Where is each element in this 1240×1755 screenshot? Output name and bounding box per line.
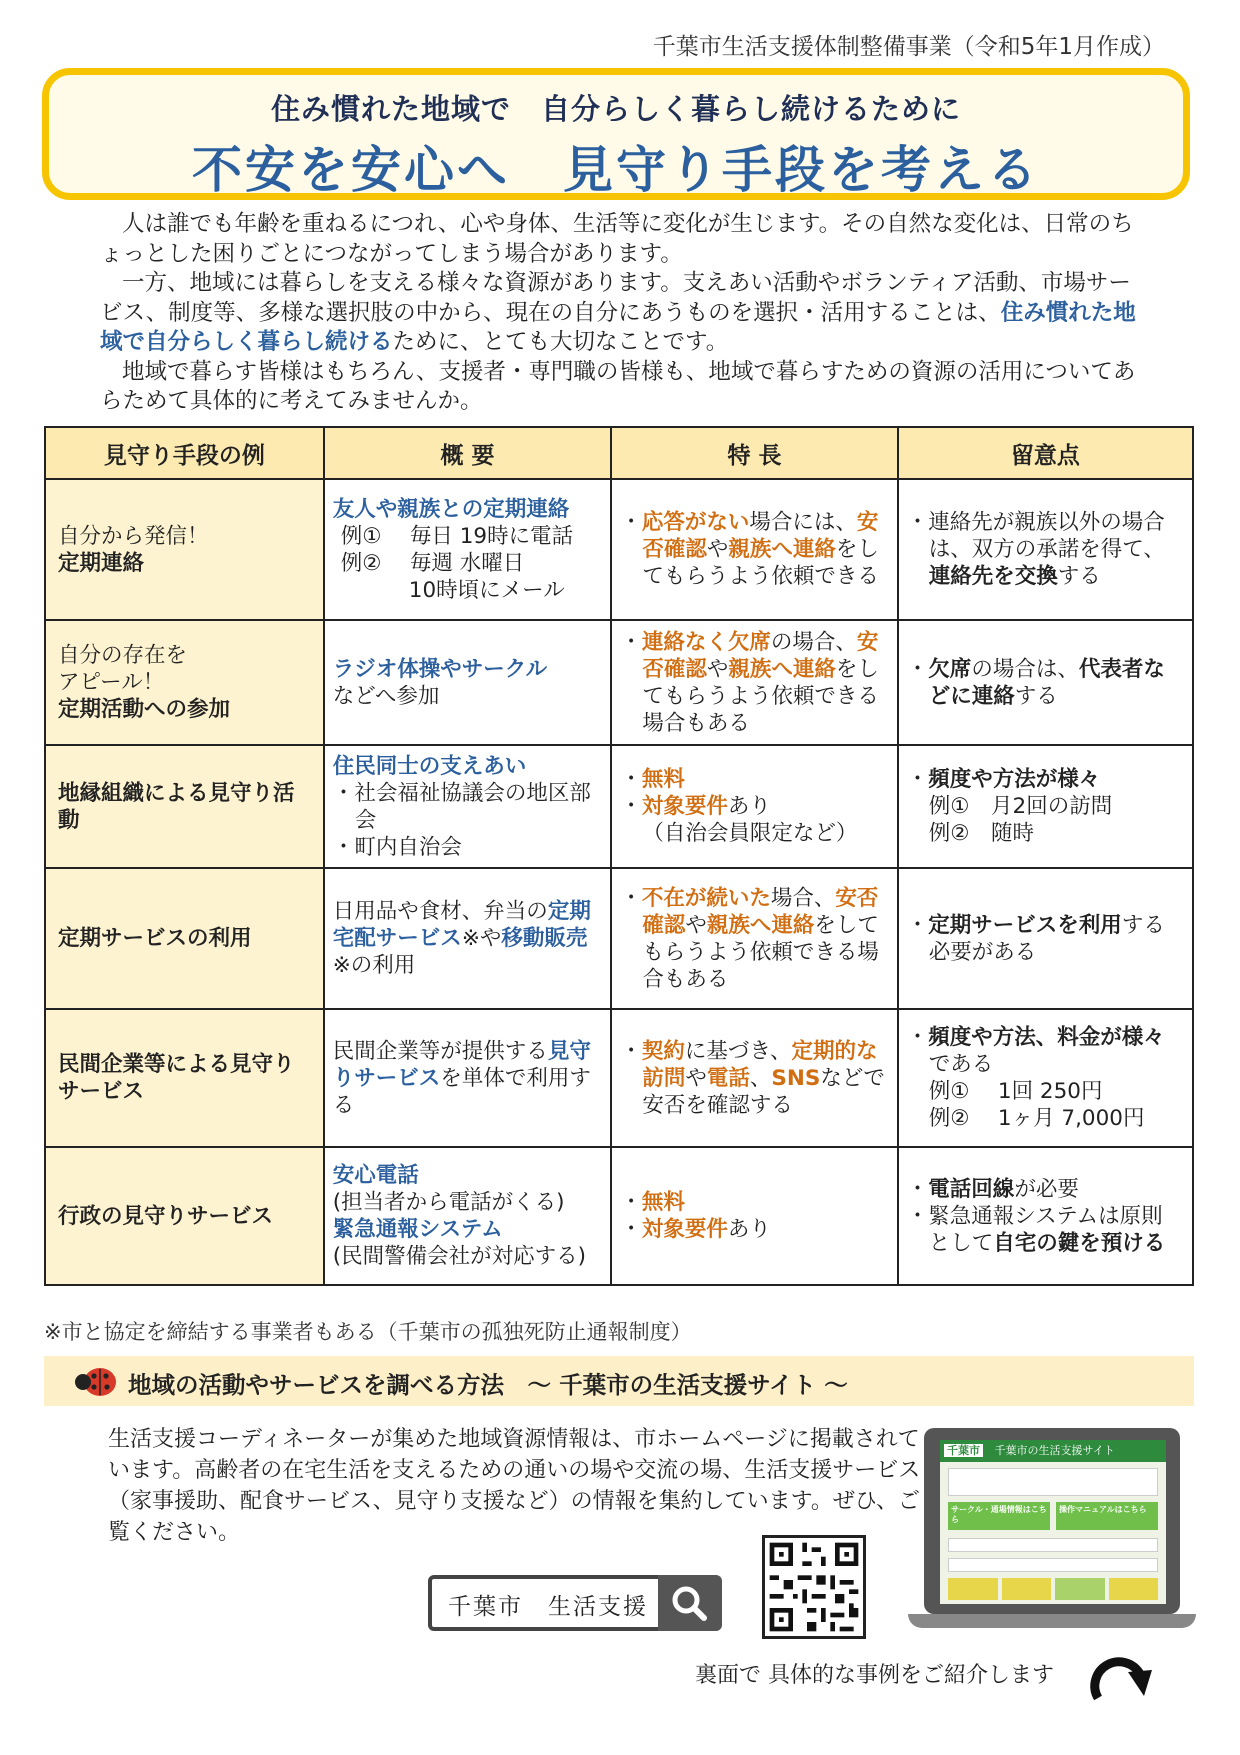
site-tile	[1055, 1578, 1105, 1600]
feature-text: や	[706, 656, 729, 682]
site-bar	[948, 1538, 1158, 1552]
note-item: ・欠席の場合は、代表者などに連絡する	[906, 656, 1165, 709]
note-example: 例② 随時	[928, 821, 1035, 846]
intro-p2-a: 一方、地域には暮らしを支える様々な資源があります。支えあい活動やボランティア活動、市場サービス、制度等、多様な選択肢の中から、現在の自分にあうものを選択・活用することは、	[100, 270, 1131, 326]
search-text: 千葉市 生活支援	[448, 1594, 648, 1620]
site-tile	[1002, 1578, 1052, 1600]
feature-emph: 親族へ連絡	[728, 537, 836, 562]
table-row	[45, 745, 1193, 868]
overview-text: ※や	[461, 926, 502, 951]
feature-text: をしてもらうよう依頼できる場合もある	[642, 656, 879, 736]
overview-text: 社会福祉協議会の地区部会	[354, 780, 591, 833]
note-cell	[898, 1147, 1193, 1285]
note-emph: 頻度や方法が様々	[928, 767, 1101, 792]
table-row	[45, 1009, 1193, 1147]
feature-cell	[611, 1147, 897, 1285]
note-cell	[898, 479, 1193, 620]
overview-cell	[324, 1147, 612, 1285]
qr-code	[762, 1535, 866, 1639]
feature-item: ・連絡なく欠席の場合、安否確認や親族へ連絡をしてもらうよう依頼できる場合もある	[620, 629, 879, 736]
site-buttons	[948, 1502, 1158, 1530]
note-emph: 代表者などに連絡	[928, 656, 1165, 709]
footnote: ※市と協定を締結する事業者もある（千葉市の孤独死防止通報制度）	[44, 1320, 692, 1344]
feature-cell	[611, 1009, 897, 1147]
turn-page-arrow-icon	[1088, 1652, 1158, 1710]
note-emph: 定期サービスを利用	[928, 912, 1122, 938]
overview-text: ※の利用	[332, 953, 416, 978]
feature-text: あり	[727, 1217, 771, 1242]
table-row	[45, 479, 1193, 620]
feature-emph: 安否確認	[642, 885, 879, 938]
feature-emph: 無料	[641, 1190, 685, 1215]
note-emph: 自宅の鍵を預ける	[993, 1230, 1166, 1256]
note-cell	[898, 1009, 1193, 1147]
overview-example: 例② 毎週 水曜日	[340, 550, 525, 576]
site-bar	[948, 1558, 1158, 1572]
feature-emph: 対象要件	[641, 1217, 728, 1242]
site-tile	[1109, 1578, 1159, 1600]
feature-emph: 定期的な訪問	[642, 1038, 878, 1091]
bottom-note: 裏面で 具体的な事例をご紹介します	[695, 1663, 1054, 1688]
title-sub: 住み慣れた地域で 自分らしく暮らし続けるために	[270, 92, 961, 126]
method-sub: 自分の存在を	[58, 643, 188, 668]
table-header: 概 要	[324, 427, 612, 479]
method-sub: 自分から発信！	[58, 523, 209, 549]
search-icon	[658, 1575, 722, 1631]
method-cell	[45, 868, 324, 1009]
feature-emph: 不在が続いた	[641, 885, 771, 911]
search-button[interactable]	[658, 1575, 722, 1631]
note-item: ・定期サービスを利用する必要がある	[906, 912, 1165, 965]
table-header-row	[45, 427, 1193, 479]
method-name: 地縁組織による見守り活動	[58, 780, 295, 833]
feature-item: ・不在が続いた場合、安否確認や親族へ連絡をしてもらうよう依頼できる場合もある	[620, 885, 879, 992]
overview-text: 町内自治会	[354, 834, 462, 860]
method-sub: アピール！	[58, 670, 165, 695]
feature-emph: 無料	[641, 767, 685, 792]
feature-emph: 契約	[641, 1038, 685, 1064]
overview-item: ・社会福祉協議会の地区部会	[332, 780, 591, 833]
site-button[interactable]: 操作マニュアルはこちら	[1056, 1502, 1158, 1530]
section-description: 生活支援コーディネーターが集めた地域資源情報は、市ホームページに掲載されています。高齢者の在宅生活を支えるための通いの場や交流の場、生活支援サービス（家事援助、配食サービス、見守り支援など）の情報を集約しています。ぜひ、ご覧ください。	[108, 1427, 921, 1545]
method-name: 定期活動への参加	[58, 697, 231, 722]
overview-text: 民間企業等が提供する	[332, 1038, 548, 1064]
note-text: が必要	[1014, 1176, 1079, 1202]
overview-highlight: 緊急通報システム	[332, 1217, 503, 1242]
note-text: する	[1057, 564, 1101, 589]
overview-cell	[324, 479, 612, 620]
feature-cell	[611, 868, 897, 1009]
method-name: 定期サービスの利用	[58, 926, 252, 951]
overview-example: 例① 毎日 19時に電話	[340, 523, 574, 549]
feature-text: をしてもらうよう依頼できる場合もある	[642, 912, 879, 992]
intro-p2-highlight: 住み慣れた地域で自分らしく暮らし続ける	[100, 299, 1136, 355]
feature-text: 場合には、	[749, 510, 857, 535]
note-emph: 頻度や方法、料金が様々	[928, 1025, 1165, 1050]
note-text: の場合は、	[971, 656, 1079, 682]
feature-text: をしてもらうよう依頼できる	[642, 537, 879, 589]
laptop-screen	[940, 1440, 1166, 1604]
feature-item: ・無料	[620, 1190, 685, 1215]
method-name: 定期連絡	[58, 550, 145, 576]
note-emph: 電話回線	[928, 1176, 1015, 1202]
site-banner	[948, 1468, 1158, 1496]
overview-text: (民間警備会社が対応する)	[332, 1244, 587, 1269]
overview-example: 10時頃にメール	[408, 577, 565, 603]
intro-p3: 地域で暮らす皆様はもちろん、支援者・専門職の皆様も、地域で暮らすための資源の活用についてあらためて具体的に考えてみませんか。	[100, 358, 1136, 414]
method-cell	[45, 745, 324, 868]
note-emph: 欠席	[928, 656, 972, 682]
note-item: ・頻度や方法、料金が様々である	[906, 1025, 1165, 1077]
method-cell	[45, 1009, 324, 1147]
intro-p2	[100, 269, 1150, 358]
overview-highlight: 安心電話	[332, 1163, 419, 1188]
feature-text: や	[685, 1065, 707, 1091]
title-box	[42, 68, 1190, 200]
overview-highlight: ラジオ体操やサークル	[332, 656, 548, 682]
method-name: 民間企業等による見守りサービス	[58, 1052, 295, 1104]
note-item: ・連絡先が親族以外の場合は、双方の承諾を得て、連絡先を交換する	[906, 510, 1165, 589]
overview-cell	[324, 745, 612, 868]
overview-cell	[324, 1009, 612, 1147]
site-header	[940, 1440, 1166, 1462]
table-row	[45, 620, 1193, 745]
overview-text: (担当者から電話がくる)	[332, 1190, 565, 1215]
overview-cell	[324, 868, 612, 1009]
method-name: 行政の見守りサービス	[58, 1203, 274, 1229]
site-title: 千葉市の生活支援サイト	[994, 1444, 1115, 1457]
note-text: 緊急通報システムは原則として	[928, 1203, 1163, 1256]
overview-highlight: 見守りサービス	[332, 1038, 591, 1091]
overview-item: ・町内自治会	[332, 834, 462, 860]
feature-text: の場合、	[770, 629, 857, 655]
note-cell	[898, 620, 1193, 745]
site-button[interactable]: サークル・通場情報はこちら	[948, 1502, 1050, 1530]
overview-cell	[324, 620, 612, 745]
note-text: である	[928, 1052, 994, 1077]
feature-emph: SNS	[771, 1065, 821, 1091]
note-item: ・緊急通報システムは原則として自宅の鍵を預ける	[906, 1203, 1166, 1256]
site-logo: 千葉市	[944, 1444, 983, 1457]
feature-item: ・対象要件あり	[620, 1217, 771, 1242]
overview-highlight: 定期宅配サービス	[332, 899, 591, 951]
feature-text: や	[706, 537, 729, 562]
method-cell	[45, 479, 324, 620]
site-tiles	[948, 1578, 1158, 1600]
method-cell	[45, 1147, 324, 1285]
feature-text: などで安否を確認する	[642, 1065, 885, 1118]
method-cell	[45, 620, 324, 745]
note-cell	[898, 868, 1193, 1009]
overview-highlight: 友人や親族との定期連絡	[332, 496, 570, 522]
note-text: する	[1014, 683, 1058, 709]
title-main: 不安を安心へ 見守り手段を考える	[192, 141, 1040, 199]
feature-emph: 電話	[706, 1065, 750, 1091]
note-example: 例① 月2回の訪問	[928, 794, 1113, 819]
overview-text: を単体で利用する	[332, 1065, 591, 1118]
feature-emph: 親族へ連絡	[728, 656, 836, 682]
note-example: 例① 1回 250円	[928, 1079, 1103, 1104]
feature-emph: 連絡なく欠席	[641, 629, 771, 655]
table-header: 特 長	[611, 427, 897, 479]
overview-highlight: 住民同士の支えあい	[332, 753, 527, 779]
note-emph: 連絡先を交換	[928, 564, 1058, 589]
section-title: 地域の活動やサービスを調べる方法 ～ 千葉市の生活支援サイト ～	[128, 1371, 848, 1399]
note-text: 連絡先が親族以外の場合は、双方の承諾を得て、	[928, 510, 1165, 562]
table-row	[45, 1147, 1193, 1285]
qr-code-image	[765, 1538, 863, 1636]
feature-emph: 対象要件	[641, 794, 728, 819]
feature-item: ・契約に基づき、定期的な訪問や電話、SNSなどで安否を確認する	[620, 1038, 885, 1118]
feature-emph: 安否確認	[642, 629, 879, 682]
note-item: ・電話回線が必要	[906, 1176, 1079, 1202]
intro-text	[100, 210, 1150, 417]
site-tile	[948, 1578, 998, 1600]
note-cell	[898, 745, 1193, 868]
feature-text: （自治会員限定など）	[642, 821, 858, 846]
feature-text: 場合、	[770, 885, 836, 911]
feature-text: あり	[727, 794, 771, 819]
table-header: 見守り手段の例	[45, 427, 324, 479]
feature-text: に基づき、	[684, 1038, 792, 1064]
overview-highlight: 移動販売	[501, 926, 588, 951]
watch-methods-table	[44, 426, 1194, 1286]
feature-item: ・無料	[620, 767, 685, 792]
overview-text: 日用品や食材、弁当の	[332, 899, 548, 924]
feature-cell	[611, 620, 897, 745]
feature-emph: 応答がない	[641, 510, 750, 535]
feature-cell	[611, 479, 897, 620]
feature-emph: 親族へ連絡	[706, 912, 815, 938]
table-header: 留意点	[898, 427, 1193, 479]
intro-p1: 人は誰でも年齢を重ねるにつれ、心や身体、生活等に変化が生じます。その自然な変化は、日常のちょっとした困りごとにつながってしまう場合があります。	[100, 211, 1134, 267]
feature-text: 、	[749, 1065, 772, 1091]
feature-item: ・対象要件あり	[620, 794, 771, 819]
ladybug-icon	[74, 1364, 118, 1398]
note-text: する必要がある	[928, 912, 1165, 965]
feature-item: ・応答がない場合には、安否確認や親族へ連絡をしてもらうよう依頼できる	[620, 510, 879, 589]
feature-text: や	[685, 912, 707, 938]
feature-cell	[611, 745, 897, 868]
overview-text: などへ参加	[332, 683, 440, 709]
note-example: 例② 1ヶ月 7,000円	[928, 1106, 1145, 1131]
table-row	[45, 868, 1193, 1009]
intro-p2-b: ために、とても大切なことです。	[392, 329, 729, 355]
header-note: 千葉市生活支援体制整備事業（令和5年1月作成）	[652, 34, 1165, 60]
feature-emph: 安否確認	[642, 510, 879, 562]
note-item: ・頻度や方法が様々	[906, 767, 1101, 792]
laptop-base	[908, 1614, 1196, 1628]
